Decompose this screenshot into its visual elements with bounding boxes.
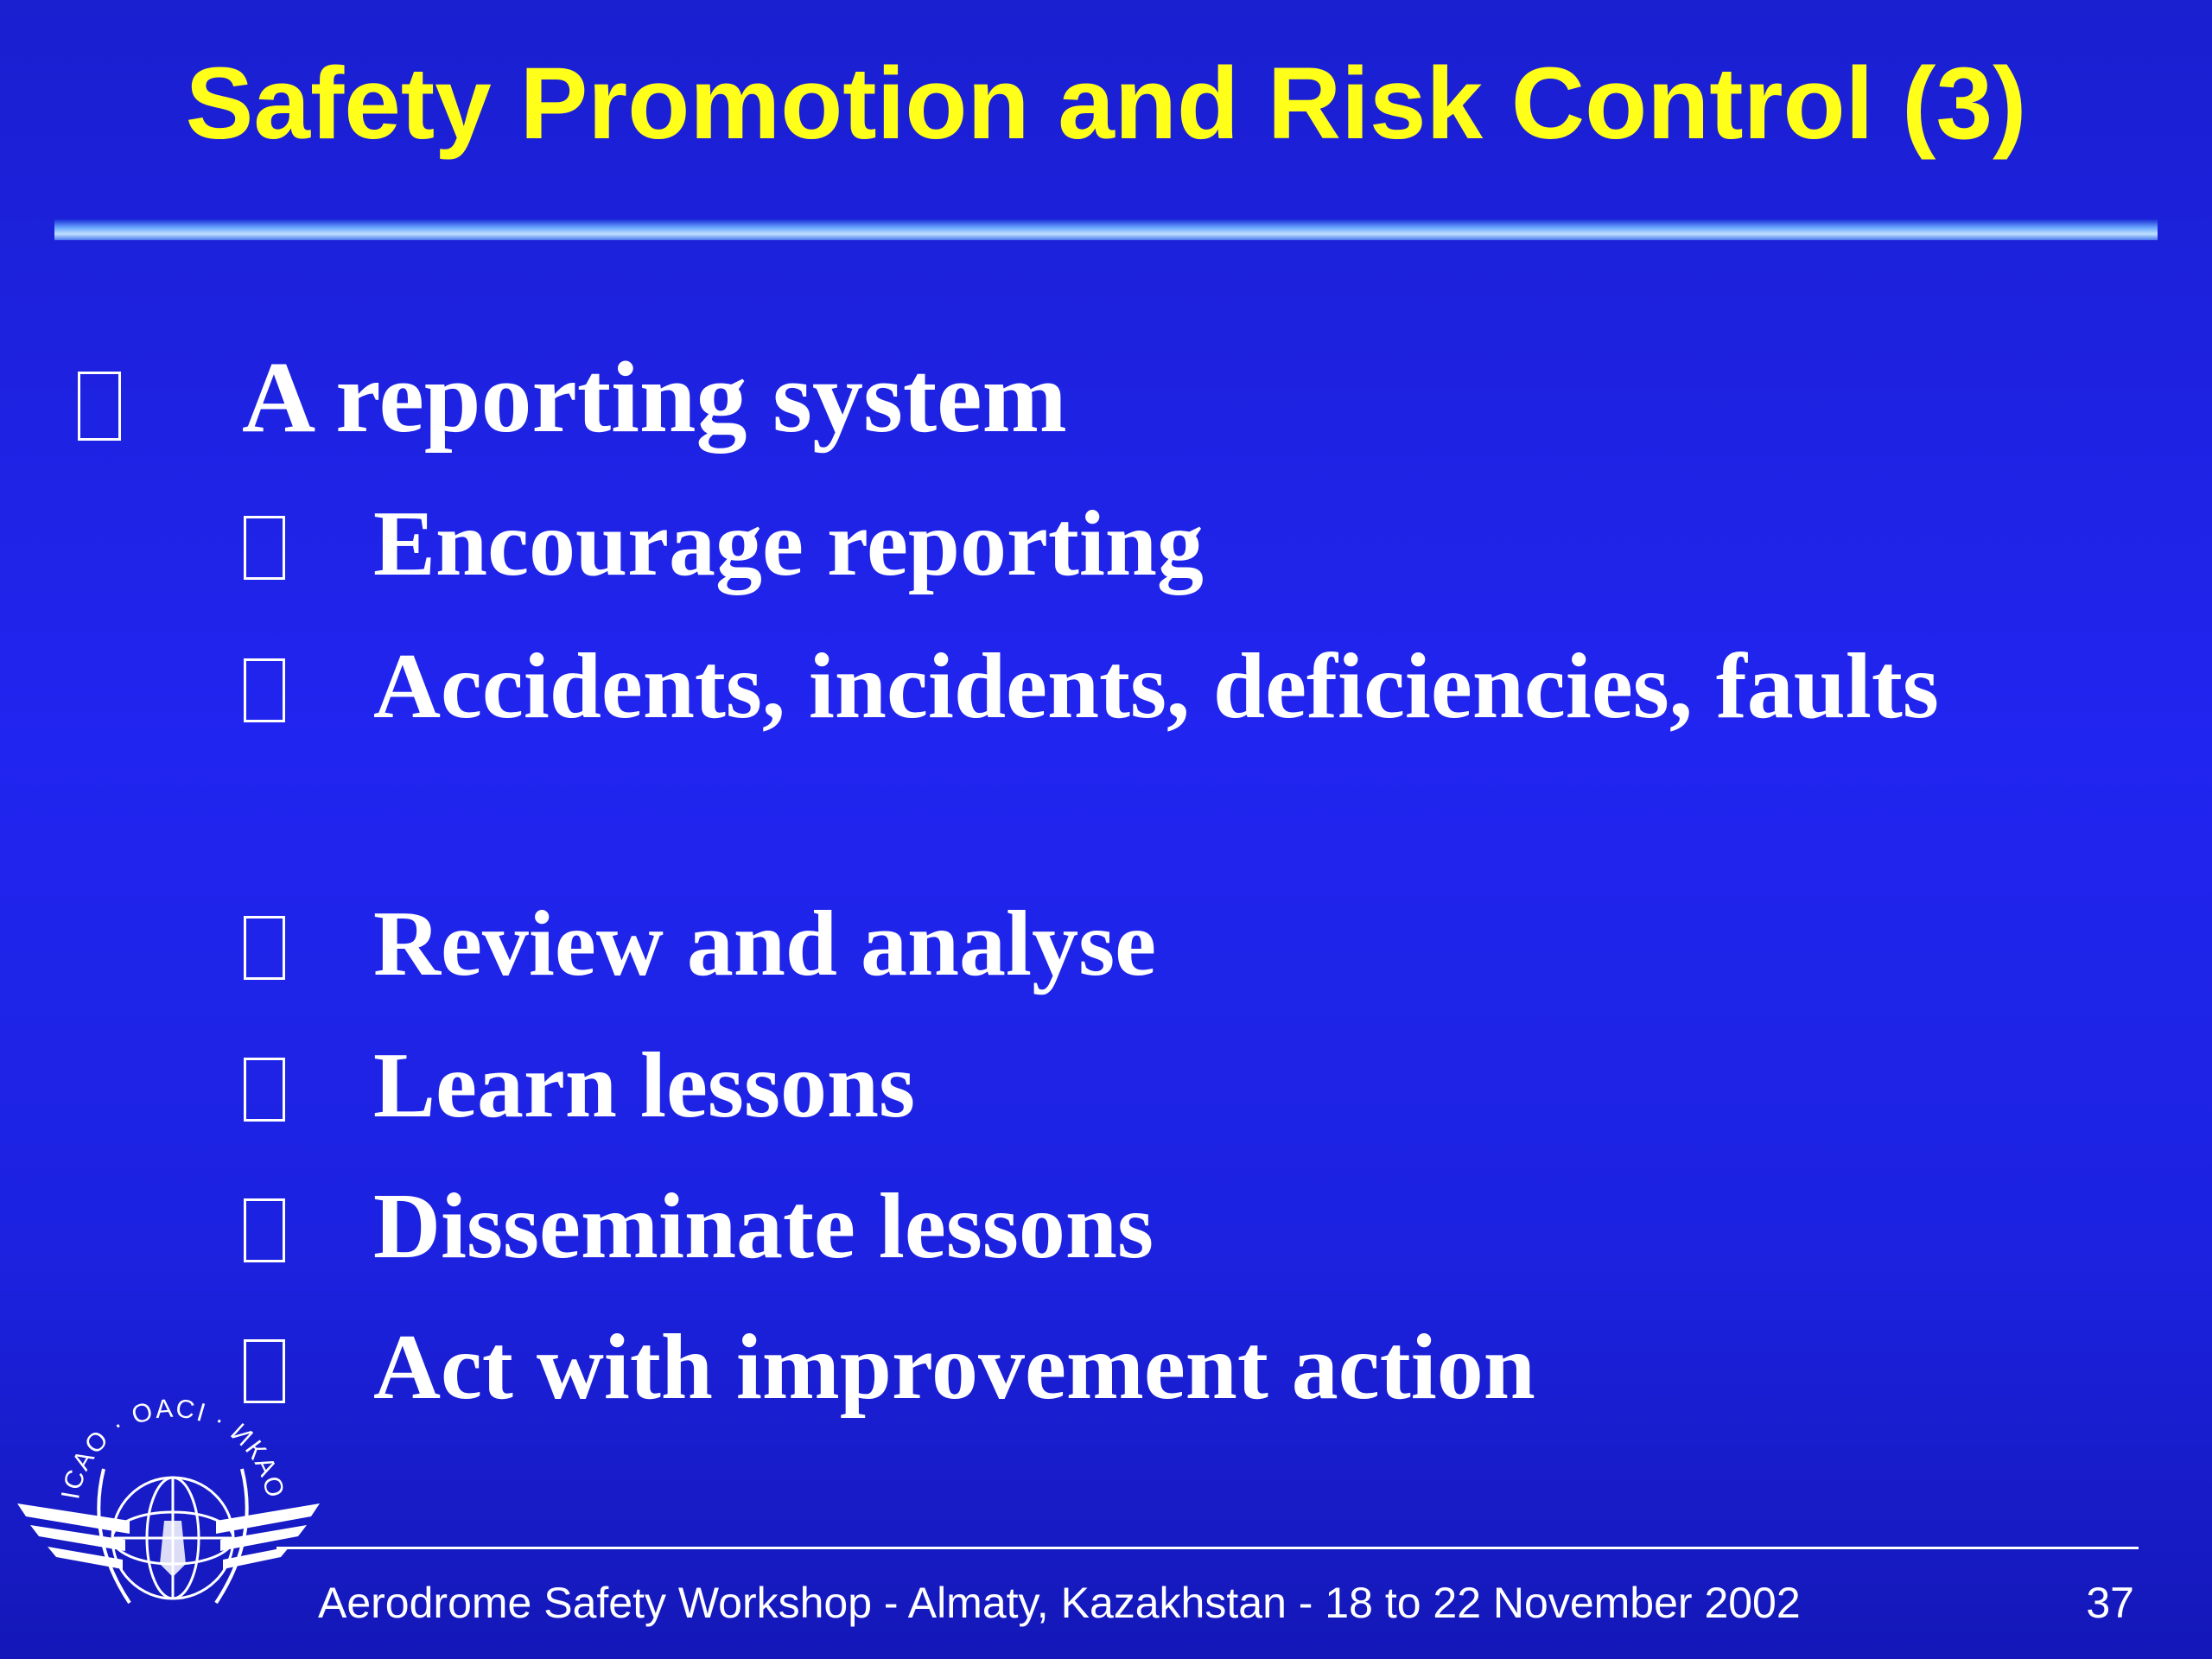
page-number: 37 [2086, 1579, 2134, 1627]
bullet-item [373, 888, 1156, 1001]
icao-emblem-icon [9, 1391, 328, 1650]
bullet-item [373, 1030, 915, 1142]
bullet-text: Act with improvement action [373, 1316, 1535, 1419]
bullet-text: A reporting system [242, 340, 1067, 454]
bullet-box-icon [244, 658, 285, 722]
bullet-text: Encourage reporting [373, 493, 1204, 595]
footer-caption: Aerodrome Safety Workshop - Almaty, Kazakhstan - 18 to 22 November 2002 [318, 1579, 1801, 1627]
bullet-item [373, 1312, 1535, 1424]
bullet-item [373, 488, 1204, 601]
title-divider [54, 219, 2158, 240]
bullet-text: Learn lessons [373, 1034, 916, 1137]
svg-text:ICAO · OACI · ИКАО: ICAO · OACI · ИКАО [56, 1394, 290, 1502]
bullet-box-icon [244, 516, 285, 580]
bullet-item [373, 1171, 1154, 1283]
bullet-item [373, 631, 1939, 743]
bullet-item [242, 337, 1067, 458]
bullet-box-icon [244, 1198, 285, 1262]
bullet-text: Review and analyse [373, 893, 1157, 995]
bullet-text: Disseminate lessons [373, 1175, 1154, 1278]
bullet-box-icon [78, 372, 121, 441]
footer-divider [276, 1547, 2139, 1549]
bullet-box-icon [244, 916, 285, 980]
bullet-text: Accidents, incidents, deficiencies, faults [373, 635, 1939, 738]
bullet-box-icon [244, 1058, 285, 1122]
slide-title: Safety Promotion and Risk Control (3) [185, 47, 2027, 161]
